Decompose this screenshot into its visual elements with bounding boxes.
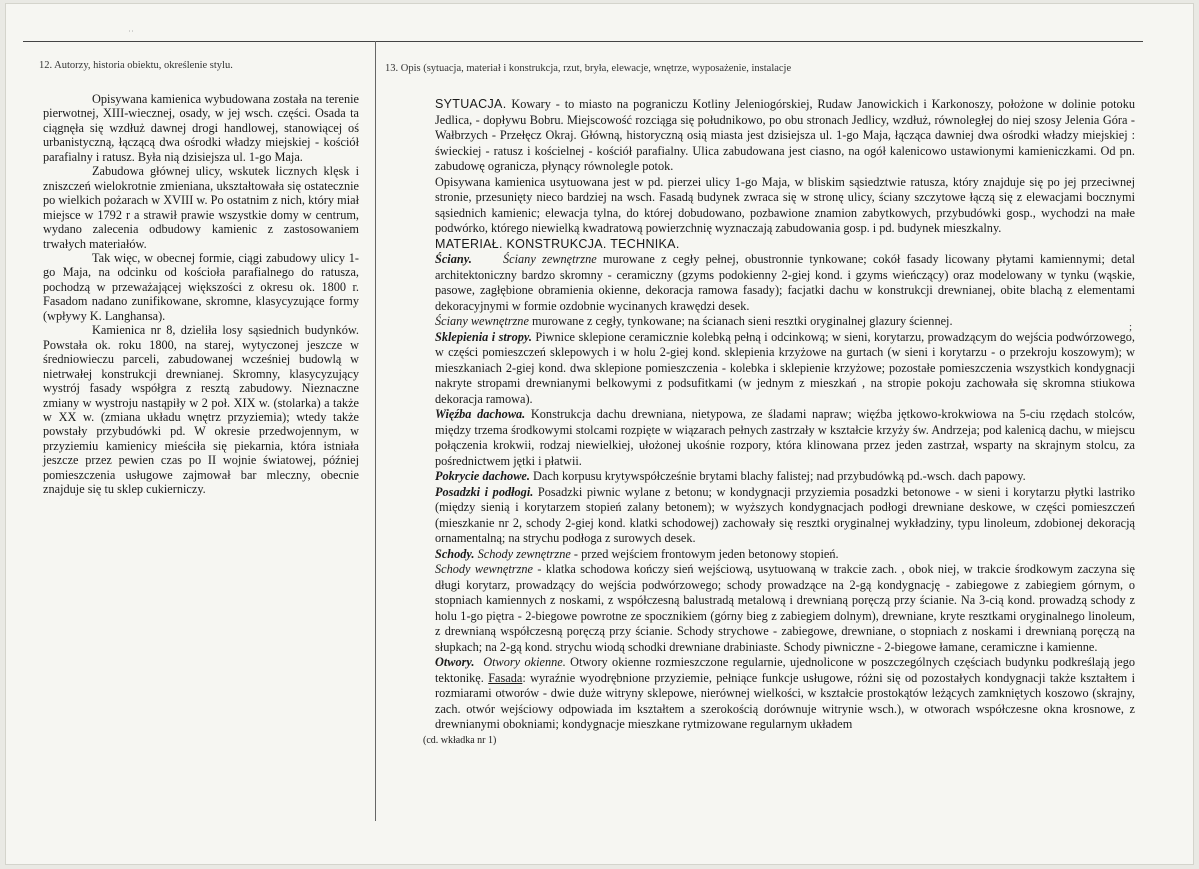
margin-mark: ; (1129, 321, 1133, 333)
history-paragraph: Tak więc, w obecnej formie, ciągi zabudowy ulicy 1-go Maja, na odcinku od kościoła parafialnego do ratusza, pochodzą w przeważającej większości z okresu ok. 1800 r. Fasadom nadano zunifikowane, skromne, klasycyzujące formy (wpływy K. Langhansa). (43, 250, 359, 323)
continuation-note (423, 733, 1135, 749)
situation-text: Kowary - to miasto na pograniczu Kotliny Jeleniogórskiej, Rudaw Janowickich i Karkonoszy, położone w dolinie potoku Jedlica, - dopływu Bobru. Miejscowość rozciąga się południkowo, po obu stronach Jedlicy, wzdłuż, równoległej do niej szosy Jelenia Góra - Wałbrzych - Przełęcz Okraj. Główną, historyczną osią miasta jest dzisiejsza ul. 1-go Maja, łącząca dawniej dwa ośrodki władzy miejskiej : świeckiej - ratusz i kościelnej - kościół parafialny. Ulica zabudowana jest ciasno, na ogół kalenicowo ustawionymi kamieniczkami. Od pn. zabudowę ogranicza, płynący równolegle potok. (435, 97, 1135, 173)
description-column (423, 97, 1136, 748)
exterior-stairs-text: - przed wejściem frontowym jeden betonowy stopień. (570, 546, 839, 561)
window-openings-text: Otwory okienne rozmieszczone regularnie, ujednolicone w poszczególnych częściach budynku podkreślają jego tektonikę. (435, 655, 1135, 685)
material-heading-line (435, 237, 1135, 253)
openings-paragraph (435, 655, 1135, 733)
facade-label: Fasada (488, 670, 523, 685)
floors-text: Posadzki piwnic wylane z betonu; w kondygnacji przyziemia posadzki betonowe - w sieni i korytarzu płytki lastriko (między sienią i korytarzem stopień zalany betonem); w wyższych kondygnacjach podłogi drewniane deskowe, w części pomieszczeń (mieszkanie nr 2, schody 2-giej kond. klatki schodowej) zachowały się resztki oryginalnej wykładziny, typu linoleum, zdobionej dekoracją ornamentalną; na strychu podłoga z surowych desek. (435, 484, 1136, 545)
stairs-paragraph (435, 547, 1135, 563)
scan-mark: ˙˙ (128, 29, 134, 39)
stairs-label: Schody. (435, 546, 475, 561)
material-heading: MATERIAŁ. KONSTRUKCJA. TECHNIKA. (435, 236, 680, 251)
situation-heading: SYTUACJA. (435, 97, 507, 111)
facade-text: : wyraźnie wyodrębnione przyziemie, pełniące funkcje usługowe, różni się od pozostałych kondygnacji także kształtem i rozmiarami otworów - dwie duże witryny sklepowe, nierównej wielkości, w kształcie prostokątów leżących zamkniętych koszowo (skrajny, zach. otwór wejściowy odpowiada im kształtem a szerokością dorównuje witrynie wsch.), w otworach współczesne okna krosnowe, z drewnianymi obokniami; kondygnacje mieszkane rytmizowane regularnym układem (435, 670, 1136, 731)
left-column-title: 12. Autorzy, historia obiektu, określenie stylu. (39, 60, 233, 71)
interior-stairs-label: Schody wewnętrzne (435, 562, 533, 576)
floors-paragraph (435, 485, 1135, 547)
interior-stairs-text: - klatka schodowa kończy sień wejściową, usytuowaną w trakcie zach. , obok niej, w trakcie środkowym zaczyna się długi korytarz, prowadzący do wejścia podwórzowego; schody prowadzące na 2-gą kondygnację - zabiegowe z zabiegiem górnym, o stopniach kamiennych z noskami, z współczesną balustradą metalową i drewnianą poręczą przy ścianie. Na 3-cią kond. prowadzą schody z holu 1-go piętra - 2-biegowe powrotne ze spocznikiem (górny bieg z zabiegiem dolnym), drewniane, kryte resztkami oryginalnego linoleum, z drewnianą współczesną poręczą przy ścianie. Schody strychowe - zabiegowe, drewniane, o stopniach z noskami i drewnianą poręczą na słupkach; na 2-gą kond. strychu wiodą schodki drewniane drabiniaste. Schody piwniczne - 2-biegowe łamane, ceramiczne i kamienne. (435, 562, 1135, 654)
walls-label: Ściany. (435, 252, 472, 266)
roofing-label: Pokrycie dachowe. (435, 469, 530, 483)
history-column (43, 92, 359, 497)
interior-stairs-paragraph (435, 562, 1135, 655)
continuation-note-text: (cd. wkładka nr 1) (423, 734, 497, 746)
interior-walls-paragraph (435, 314, 1135, 330)
location-paragraph: Opisywana kamienica usytuowana jest w pd. pierzei ulicy 1-go Maja, w bliskim sąsiedztwie ratusza, który znajduje się po jej przeciwnej stronie, przesunięty nieco bardziej na wsch. Fasadą budynek zwraca się w stronę ulicy, ściany szczytowe łączą się z elewacjami bocznymi sąsiednich kamienic; elewacja tylna, do której dobudowano, pozbawione znamion zabytkowych, przybudówki gosp., wychodzi na małe podwórko, którego niewielką kwadratową powierzchnię wyznaczają zabudowania gosp. i pd. budynek mieszkalny. (435, 174, 1135, 235)
walls-paragraph (435, 252, 1135, 314)
roofing-text: Dach korpusu krytywspółcześnie brytami blachy falistej; nad przybudówką pd.-wsch. dach papowy. (529, 469, 1026, 483)
history-paragraph: Kamienica nr 8, dzieliła losy sąsiednich budynków. Powstała ok. roku 1800, na starej, wytyczonej jeszcze w średniowieczu parceli, zabudowanej wcześniej budowlą w nietrwałej konstrukcji drewnianej. Skromny, klasycyzujący wystrój fasady współgra z resztą zabudowy. Nieznaczne zmiany w wystroju nastąpiły w 2 poł. XIX w. (stolarka) a także w XX w. (zmiana układu wnętrz przyziemia); wtedy także powstały przybudówki pd. W okresie przedwojennym, w przyziemiu kamienicy mieściła się piekarnia, która istniała jeszcze przez pewien czas po II wojnie światowej, później pomieszczenia usługowe zajmował bar mleczny, obecnie znajduje się tu sklep cukierniczy. (43, 323, 359, 497)
roof-truss-paragraph (435, 407, 1135, 469)
exterior-walls-text: murowane z cegły pełnej, obustronnie tynkowane; cokół fasady licowany płytami kamiennymi; detal architektoniczny bardzo skromny - ceramiczny (gzyms podokienny 2-giej kond. i gzyms wieńczący) oraz modelowany w tynku (wąskie, pasowe, zagłębione obramienia okienne, dekoracja ramowa fasady); facjatki dachu w konstrukcji drewnianej, obite blachą z elementami dekoracyjnymi w formie ozdobnie wycinanych krawędzi desek. (435, 252, 1136, 313)
document-sheet (5, 3, 1194, 865)
roof-truss-text: Konstrukcja dachu drewniana, nietypowa, ze śladami napraw; więźba jętkowo-krokwiowa na 5-ciu rzędach stolców, między trzema środkowymi stolcami rozpięte w wiązarach pełnych zastrzały w kształcie krzyży św. Andrzeja; pod kalenicą dachu, w miejscu połączenia krokwii, rodzaj niewielkiej, ułożonej ukośnie rozpory, która klinowana przez jeden zastrzał, wsparty na skrajnym stolcu, za pośrednictwem jętki i płatwii. (435, 407, 1135, 468)
vaults-paragraph (435, 330, 1135, 408)
openings-label: Otwory. (435, 655, 475, 669)
history-paragraph: Zabudowa głównej ulicy, wskutek licznych klęsk i zniszczeń wielokrotnie zmieniana, ukształtowała się ostatecznie po wielkich pożarach w XVIII w. Po ostatnim z nich, który miał miejsce w 1792 r a strawił prawie wszystkie domy w centrum, wydano zalecenia odbudowy kamienic z zastosowaniem trwałych materiałów. (43, 164, 359, 251)
window-openings-label: Otwory okienne. (483, 655, 566, 669)
top-rule (23, 41, 1143, 42)
right-column-title: 13. Opis (sytuacja, materiał i konstrukcja, rzut, bryła, elewacje, wnętrze, wyposażenie, instalacje (385, 63, 792, 74)
situation-paragraph (435, 97, 1135, 175)
interior-walls-text: murowane z cegły, tynkowane; na ścianach sieni resztki oryginalnej glazury ściennej. (528, 314, 953, 328)
exterior-stairs-label: Schody zewnętrzne (477, 546, 571, 561)
column-divider (375, 41, 376, 821)
interior-walls-label: Ściany wewnętrzne (435, 314, 529, 328)
roof-truss-label: Więźba dachowa. (435, 407, 526, 421)
vaults-text: Piwnice sklepione ceramicznie kolebką pełną i odcinkową; w sieni, korytarzu, prowadzącym do wejścia podwórzowego, w części pomieszczeń sklepowych i w holu 2-giej kond. sklepienia krzyżowe na gurtach (w sieni i korytarzu - o przekroju koszowym); w mieszkaniach 2-giej kond. dwa sklepione pomieszczenia - kolebka i sklepienie krzyżowe; pozostałe pomieszczenia wszystkich kondygnacji nakryte stropami drewnianymi belkowymi z podsufitkami (w jednym z mieszkań , na stropie pokoju zachowała się skromna stiukowa dekoracja ramowa). (435, 329, 1135, 406)
roofing-paragraph (435, 469, 1135, 485)
floors-label: Posadzki i podłogi. (435, 484, 534, 499)
exterior-walls-label: Ściany zewnętrzne (503, 252, 597, 266)
history-paragraph: Opisywana kamienica wybudowana została na terenie pierwotnej, XIII-wiecznej, osady, w jej wsch. części. Osada ta ciągnęła się wzdłuż dawnej drogi handlowej, stanowiącej oś urbanistyczną, łączącą dwa ośrodki władzy miejskiej - kościół parafialny i ratusz. Była nią dzisiejsza ul. 1-go Maja. (43, 92, 359, 164)
vaults-label: Sklepienia i stropy. (435, 329, 532, 344)
